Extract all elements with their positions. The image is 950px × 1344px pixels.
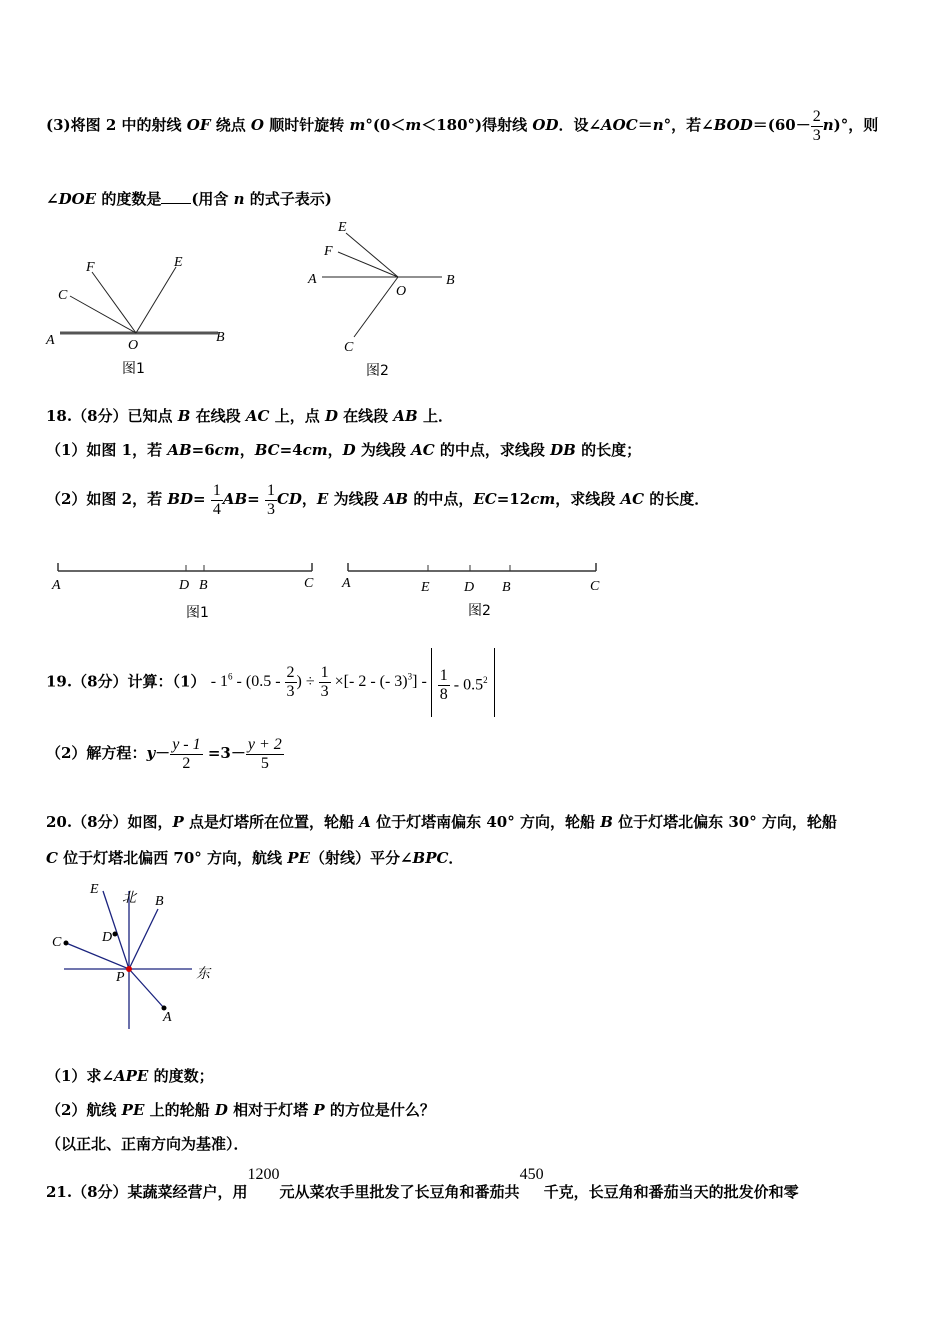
fig20-label: D [102,930,113,945]
q20-stem-line1: 20.（8分）如图，P 点是灯塔所在位置，轮船 A 位于灯塔南偏东 40° 方向，轮船 B 位于灯塔北偏东 30° 方向，轮船 [46,813,837,831]
fig17-2-label: O [396,284,407,299]
fig20-label: 东 [196,967,210,982]
fraction-one-third: $\frac{1}{3}$ [266,481,275,518]
q19-expression: - $1^6 - (0.5$ - $\frac{2}{3}$ ) ÷ $\frac{1}{3}$ ×[- 2 - (- 3)$^3$] - $\frac{1}{8}$ - $0.5^2$ [211,673,495,690]
q17-part3-line2: ∠DOE 的度数是 (用含 n 的式子表示) [46,190,332,208]
fraction: $\frac{y + 2}{5}$ [247,735,282,772]
q18-part1: （1）如图 1，若 AB=6cm，BC=4cm，D 为线段 AC 的中点，求线段 DB 的长度； [46,441,642,459]
answer-blank [161,189,191,204]
fig17-1-label: O [128,338,139,353]
fig18-2-caption: 图2 [468,603,491,619]
fig18-1-caption: 图1 [186,605,209,621]
fig17-2-label: E [338,220,347,235]
fig17-2-label: A [308,272,317,287]
fraction-two-thirds: $\frac{2}{3}$ [812,107,821,144]
fraction: $\frac{1}{3}$ [320,664,329,701]
q20-sub2: （2）航线 PE 上的轮船 D 相对于灯塔 P 的方位是什么？ [46,1101,435,1119]
fig18-1-label: D [179,578,190,593]
fig18-2-label: B [502,580,511,595]
fig18-2-label: C [590,579,600,594]
fraction: $\frac{1}{8}$ [439,667,448,704]
q17-part3-line1: (3)将图 2 中的射线 OF 绕点 O 顺时针旋转 m°(0＜m＜180°)得射线 OD．设∠AOC＝n°，若∠BOD＝(60－ $\frac{2}{3}$ n)°，则 [46,107,879,144]
figure-18-2 [341,563,600,619]
fraction: $\frac{y - 1}{2}$ [172,735,201,772]
figure-20-compass [40,875,240,1035]
fig18-2-label: D [464,580,475,595]
figure-18-1 [51,563,314,621]
q18-figures [40,555,620,625]
fig17-2-label: B [446,273,455,288]
fig20-label: A [163,1010,172,1025]
q19-part1: 19.（8分）计算：$(1) - 1^6 - (0.5$ - $\frac{2}{3}$ ) ÷ $\frac{1}{3}$ ×[- 2 - (- 3)$^3$] - $\frac{1}{8}$ - $0.5^2$ [46,645,495,709]
fraction: $\frac{2}{3}$ [286,664,295,701]
fig20-label: E [90,882,99,897]
q20-stem-line2: C 位于灯塔北偏西 70° 方向，航线 PE（射线）平分∠BPC． [46,849,464,867]
figure-17-2 [307,220,455,379]
fig18-1-label: A [52,578,61,593]
fig17-2-label: F [324,244,333,259]
fig18-2-label: E [421,580,430,595]
fig17-2-caption: 图2 [366,363,389,379]
q18-stem: 18.（8分）已知点 B 在线段 AC 上，点 D 在线段 AB 上． [46,407,453,425]
fig17-1-label: E [174,255,183,270]
fig20-label: 北 [122,891,136,906]
q19-part2: （2）解方程：y－ $\frac{y - 1}{2}$ =3－ $\frac{y + 2}{5}$ [46,735,282,772]
fig20-label: C [52,935,62,950]
fig17-1-label: A [46,333,55,348]
q20-note: （以正北、正南方向为基准）． [46,1135,249,1153]
fig17-1-caption: 图1 [122,361,145,377]
q18-part2: （2）如图 2，若 BD= $\frac{1}{4}$ AB= $\frac{1}{3}$ CD，E 为线段 AB 的中点，EC=12cm，求线段 AC 的长度． [46,481,710,518]
fig20-label: P [116,970,125,985]
fig17-1-label: F [86,260,95,275]
fig18-1-label: C [304,576,314,591]
q17-figures [40,215,480,385]
fig17-1-label: B [216,330,225,345]
fraction-one-quarter: $\frac{1}{4}$ [212,481,221,518]
fig17-2-label: C [344,340,354,355]
figure-17-1 [45,255,225,377]
fig20-label: B [155,894,164,909]
fig18-2-label: A [342,576,351,591]
fig17-1-label: C [58,288,68,303]
q21-stem: 21.（8分）某蔬菜经营户，用1200元从菜农手里批发了长豆角和番茄共450千克，长豆角和番茄当天的批发价和零 [46,1166,799,1201]
fig18-1-label: B [199,578,208,593]
absolute-value: $\frac{1}{8}$ - $0.5^2$ [431,648,495,717]
q20-sub1: （1）求∠APE 的度数； [46,1067,214,1085]
